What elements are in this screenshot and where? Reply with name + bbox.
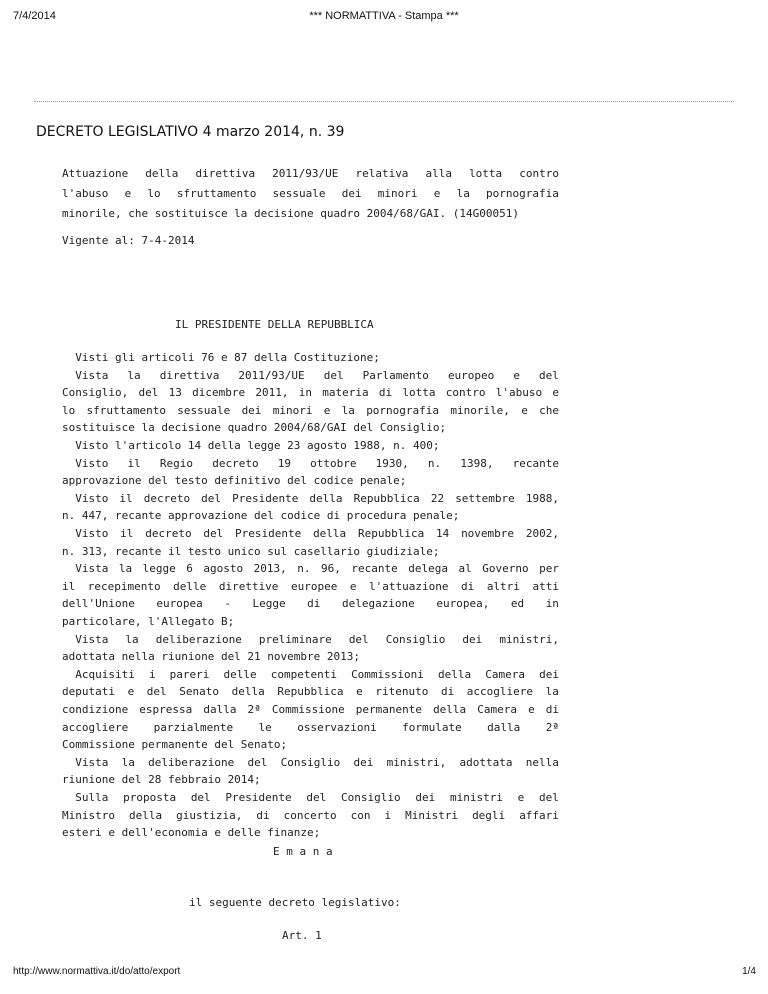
preamble-line: n. 313, recante il testo unico sul casellario giudiziale; [62,544,440,558]
preamble-line: Visto il decreto del Presidente della Repubblica 14 novembre 2002, [62,527,559,540]
preamble-line: Vista la deliberazione del Consiglio dei ministri, adottata nella [62,755,559,769]
header-separator [34,101,734,102]
preamble-line: Acquisiti i pareri delle competenti Commissioni della Camera dei [62,667,559,681]
preamble-line: adottata nella riunione del 21 novembre 2013; [62,650,361,664]
preamble-line: particolare, l'Allegato B; [62,615,235,628]
preamble-line: Vista la legge 6 agosto 2013, n. 96, recante delega al Governo per [62,562,559,576]
preamble-line: Visti gli articoli 76 e 87 della Costituzione; [62,351,380,364]
preamble-line: condizione espressa dalla 2ª Commissione permanente della Camera e di [62,703,559,716]
preamble-line: Consiglio, del 13 dicembre 2011, in materia di lotta contro l'abuso e [62,386,559,400]
article-heading: Art. 1 [282,929,322,942]
preamble-line: deputati e del Senato della Repubblica e ritenuto di accogliere la [62,685,559,699]
preamble-line: riunione del 28 febbraio 2014; [62,773,261,787]
president-heading: IL PRESIDENTE DELLA REPUBBLICA [175,318,374,331]
preamble-line: Visto il decreto del Presidente della Repubblica 22 settembre 1988, [62,491,559,505]
preamble-line: Visto l'articolo 14 della legge 23 agosto 1988, n. 400; [62,439,440,452]
vigente-label: Vigente al: 7-4-2014 [62,234,195,247]
emana-heading: E m a n a [273,845,333,858]
summary-line: minorile, che sostituisce la decisione quadro 2004/68/GAI. (14G00051) [62,207,519,220]
preamble-line: Ministro della giustizia, di concerto con i Ministri degli affari [62,808,559,822]
preamble-line: Vista la deliberazione preliminare del Consiglio dei ministri, [62,632,559,646]
preamble-line: il recepimento delle direttive europee e l'attuazione di altri atti [62,579,559,593]
preamble-line: accogliere parzialmente le osservazioni formulate dalla 2ª [62,720,559,734]
preamble-line: sostituisce la decisione quadro 2004/68/GAI del Consiglio; [62,421,447,435]
summary-line: l'abuso e lo sfruttamento sessuale dei minori e la pornografia [62,187,559,200]
print-date: 7/4/2014 [13,10,56,22]
preamble-line: Vista la direttiva 2011/93/UE del Parlamento europeo e del [62,368,559,382]
decree-title: DECRETO LEGISLATIVO 4 marzo 2014, n. 39 [36,124,345,140]
preamble-line: Sulla proposta del Presidente del Consiglio dei ministri e del [62,791,559,804]
print-header-title: *** NORMATTIVA - Stampa *** [309,10,459,22]
preamble-line: lo sfruttamento sessuale dei minori e la pornografia minorile, e che [62,403,559,417]
preamble-line: approvazione del testo definitivo del codice penale; [62,474,407,488]
footer-url: http://www.normattiva.it/do/atto/export [13,966,181,977]
preamble-line: n. 447, recante approvazione del codice di procedura penale; [62,509,460,523]
summary-line: Attuazione della direttiva 2011/93/UE relativa alla lotta contro [62,167,559,180]
preamble-line: Commissione permanente del Senato; [62,738,288,752]
page-number: 1/4 [742,966,756,977]
decree-intro-line: il seguente decreto legislativo: [189,896,401,909]
preamble-line: esteri e dell'economia e delle finanze; [62,826,321,840]
preamble-line: Visto il Regio decreto 19 ottobre 1930, n. 1398, recante [62,456,559,470]
preamble-line: dell'Unione europea - Legge di delegazione europea, ed in [62,597,559,611]
